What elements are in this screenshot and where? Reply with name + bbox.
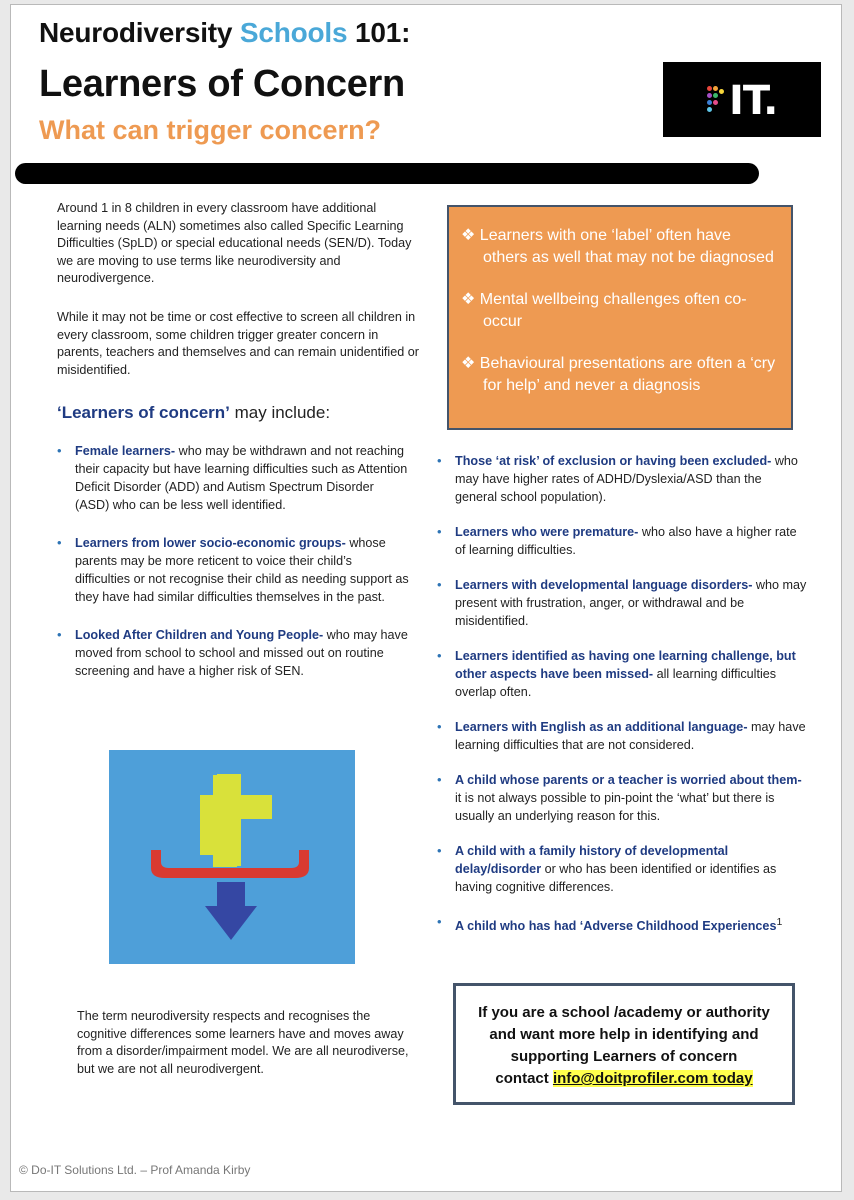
do-it-logo <box>663 62 821 137</box>
email-link[interactable]: info@doitprofiler.com today <box>552 1070 753 1087</box>
intro-paragraph-2: While it may not be time or cost effective to screen all children in every classroom, some children trigger greater concern in parents, teachers and themselves and can remain unidentified or misidentified. <box>57 310 419 377</box>
closing-paragraph: The term neurodiversity respects and recognises the cognitive differences some learners have and moves away from a disorder/impairment model. We are all neurodiverse, but we are not all neurodivergent. <box>77 1009 409 1076</box>
document-page <box>10 4 842 1192</box>
list-item-text: all learning difficulties overlap often. <box>455 667 777 699</box>
list-item-text: who may have higher rates of ADHD/Dyslexia/ASD than the general school population). <box>455 454 798 504</box>
list-item-text: or who has been identified or identifies as having cognitive differences. <box>455 862 777 894</box>
footnote-marker: 1 <box>776 916 783 928</box>
list-item <box>437 576 807 630</box>
list-item-label: Learners from lower socio-economic groups- <box>75 536 346 550</box>
list-item <box>57 626 409 680</box>
list-item <box>437 842 807 896</box>
list-item-text: who also have a higher rate of learning difficulties. <box>455 525 797 557</box>
contact-line <box>466 1068 782 1090</box>
highlight-item: ❖ Learners with one ‘label’ often have others as well that may not be diagnosed <box>461 227 774 266</box>
list-item-text: it is not always possible to pin-point the ‘what’ but there is usually an underlying reason for this. <box>455 791 775 823</box>
list-item <box>437 452 807 506</box>
highlight-item: ❖ Mental wellbeing challenges often co-occur <box>461 291 747 330</box>
logo-text: IT. <box>729 78 778 124</box>
header-divider <box>15 163 759 184</box>
list-item-label: Learners who were premature- <box>455 525 639 539</box>
list-item-text: who may present with frustration, anger, or withdrawal and be misidentified. <box>455 578 807 628</box>
list-item-label: Looked After Children and Young People- <box>75 628 324 642</box>
list-item <box>437 913 807 935</box>
list-item-label: Learners identified as having one learning challenge, but other aspects have been missed- <box>455 649 796 681</box>
highlight-item: ❖ Behavioural presentations are often a ‘cry for help’ and never a diagnosis <box>461 355 776 394</box>
include-heading-rest: may include: <box>229 403 331 422</box>
document-title <box>39 17 410 49</box>
list-item-label: Learners with developmental language disorders- <box>455 578 753 592</box>
contact-label: contact <box>495 1070 553 1087</box>
list-item <box>57 442 409 514</box>
contact-box-text: If you are a school /academy or authority and want more help in identifying and supporting Learners of concern <box>478 1004 770 1065</box>
list-item-label: Female learners- <box>75 444 176 458</box>
highlights-box <box>447 205 793 430</box>
document-subtitle: Learners of Concern <box>39 63 405 105</box>
document-question: What can trigger concern? <box>39 115 382 145</box>
intro-paragraph-1: Around 1 in 8 children in every classroom have additional learning needs (ALN) sometimes also called Specific Learning Difficulties (SpLD) or special educational needs (SEN/D). Today we are moving to use terms like neurodiversity and neurodivergence. <box>57 201 412 286</box>
list-item-label: Learners with English as an additional language- <box>455 720 748 734</box>
list-item-text: may have learning difficulties that are not considered. <box>455 720 806 752</box>
list-item-label: A child whose parents or a teacher is worried about them- <box>455 773 802 787</box>
list-item-text: whose parents may be more reticent to voice their child’s difficulties or not recognise their child as needing support as they have had similar difficulties themselves in the past. <box>75 536 409 604</box>
title-part-3: 101: <box>347 17 411 48</box>
list-item-label: Those ‘at risk’ of exclusion or having been excluded- <box>455 454 772 468</box>
right-learner-list <box>437 452 807 952</box>
list-item <box>437 771 807 825</box>
list-item-label: A child with a family history of developmental delay/disorder <box>455 844 729 876</box>
logo-dots-icon <box>707 86 725 114</box>
list-item <box>57 534 409 606</box>
list-item <box>437 647 807 701</box>
contact-box <box>453 983 795 1105</box>
title-part-1: Neurodiversity <box>39 17 240 48</box>
list-item <box>437 718 807 754</box>
footer-copyright: © Do-IT Solutions Ltd. – Prof Amanda Kirby <box>19 1163 251 1177</box>
include-heading <box>57 403 330 423</box>
plus-arrow-icon <box>109 750 355 964</box>
list-item-label: A child who has had ‘Adverse Childhood Experiences <box>455 919 777 934</box>
list-item-text: who may have moved from school to school and missed out on routine screening and have a higher risk of SEN. <box>75 628 408 678</box>
list-item-text: who may be withdrawn and not reaching their capacity but have learning difficulties such as Attention Deficit Disorder (ADD) and Autism Spectrum Disorder (ASD) who can be less well identified. <box>75 444 408 512</box>
include-heading-bold: ‘Learners of concern’ <box>57 403 230 422</box>
title-part-2: Schools <box>239 17 348 48</box>
list-item <box>437 523 807 559</box>
left-learner-list <box>57 442 409 700</box>
plus-arrow-graphic <box>109 750 355 964</box>
